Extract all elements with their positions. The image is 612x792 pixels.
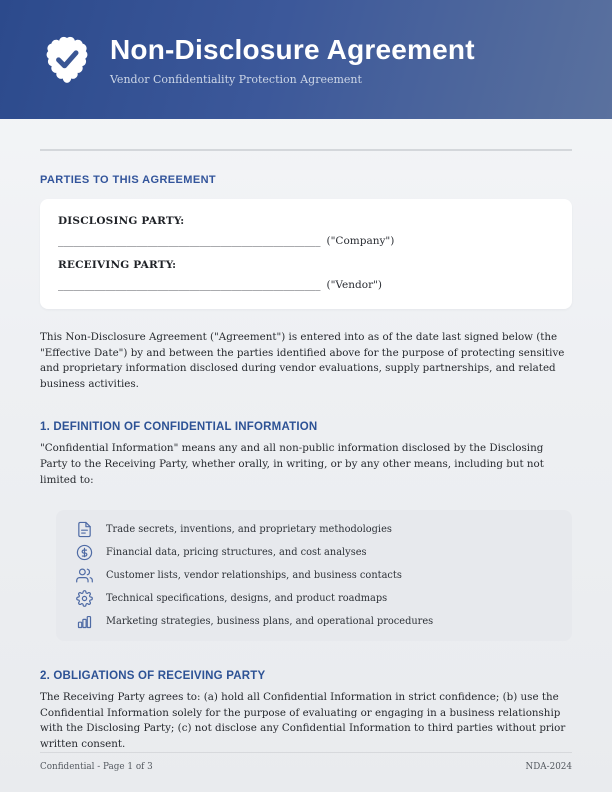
dollar-circle-icon (76, 544, 93, 561)
disclosing-party-label: DISCLOSING PARTY: (58, 215, 185, 227)
document-footer (40, 752, 572, 772)
list-item (76, 541, 552, 564)
receiving-party-label: RECEIVING PARTY: (58, 259, 177, 271)
page-title: Non-Disclosure Agreement (110, 33, 475, 65)
section-2-body: The Receiving Party agrees to: (a) hold all Confidential Information in strict confidence; (b) use the Confidential Information solely for the purpose of evaluating or engaging in a business relationship with the Disclosing Party; (c) not disclose any Confidential Information to third parties without prior written consent. (40, 691, 566, 750)
intro-paragraph: This Non-Disclosure Agreement ("Agreement") is entered into as of the date last signed below (the "Effective Date") by and between the parties identified above for the purpose of protecting sensitive and proprietary information disclosed during vendor evaluations, supply partnerships, and related business activities. (40, 331, 565, 390)
bar-chart-icon (76, 613, 93, 630)
list-item (76, 518, 552, 541)
footer-doc-code: NDA-2024 (525, 762, 572, 772)
gear-icon (76, 590, 93, 607)
shield-check-icon (40, 34, 94, 88)
users-icon (76, 567, 93, 584)
list-item-text: Trade secrets, inventions, and proprietary methodologies (106, 524, 392, 536)
list-item (76, 610, 552, 633)
section-1-body: "Confidential Information" means any and all non-public information disclosed by the Disclosing Party to the Receiving Party, whether orally, in writing, or by any other means, including but not limited to: (40, 442, 544, 486)
footer-divider (40, 752, 572, 753)
list-item-text: Customer lists, vendor relationships, and business contacts (106, 570, 402, 582)
receiving-suffix: ("Vendor") (326, 279, 383, 291)
confidential-info-list (56, 510, 572, 641)
disclosing-suffix: ("Company") (326, 235, 395, 247)
disclosing-blank-line: __________________________________________________ (58, 235, 321, 247)
document-body (0, 149, 612, 753)
list-item (76, 564, 552, 587)
section-2-heading: 2. OBLIGATIONS OF RECEIVING PARTY (40, 670, 266, 683)
receiving-party-signature-line (58, 279, 554, 291)
top-divider (40, 149, 572, 151)
footer-page-label: Confidential - Page 1 of 3 (40, 762, 153, 772)
disclosing-party-signature-line (58, 235, 554, 247)
list-item-text: Technical specifications, designs, and product roadmaps (106, 593, 388, 605)
parties-section-label: PARTIES TO THIS AGREEMENT (40, 174, 217, 186)
list-item-text: Financial data, pricing structures, and cost analyses (106, 547, 367, 559)
parties-card (40, 199, 572, 309)
list-item (76, 587, 552, 610)
header-text (110, 34, 475, 86)
document-header (0, 0, 612, 119)
receiving-blank-line: __________________________________________________ (58, 279, 321, 291)
list-item-text: Marketing strategies, business plans, and operational procedures (106, 616, 434, 628)
page-subtitle: Vendor Confidentiality Protection Agreement (110, 72, 362, 86)
document-icon (76, 521, 93, 538)
section-1-heading: 1. DEFINITION OF CONFIDENTIAL INFORMATION (40, 421, 318, 434)
